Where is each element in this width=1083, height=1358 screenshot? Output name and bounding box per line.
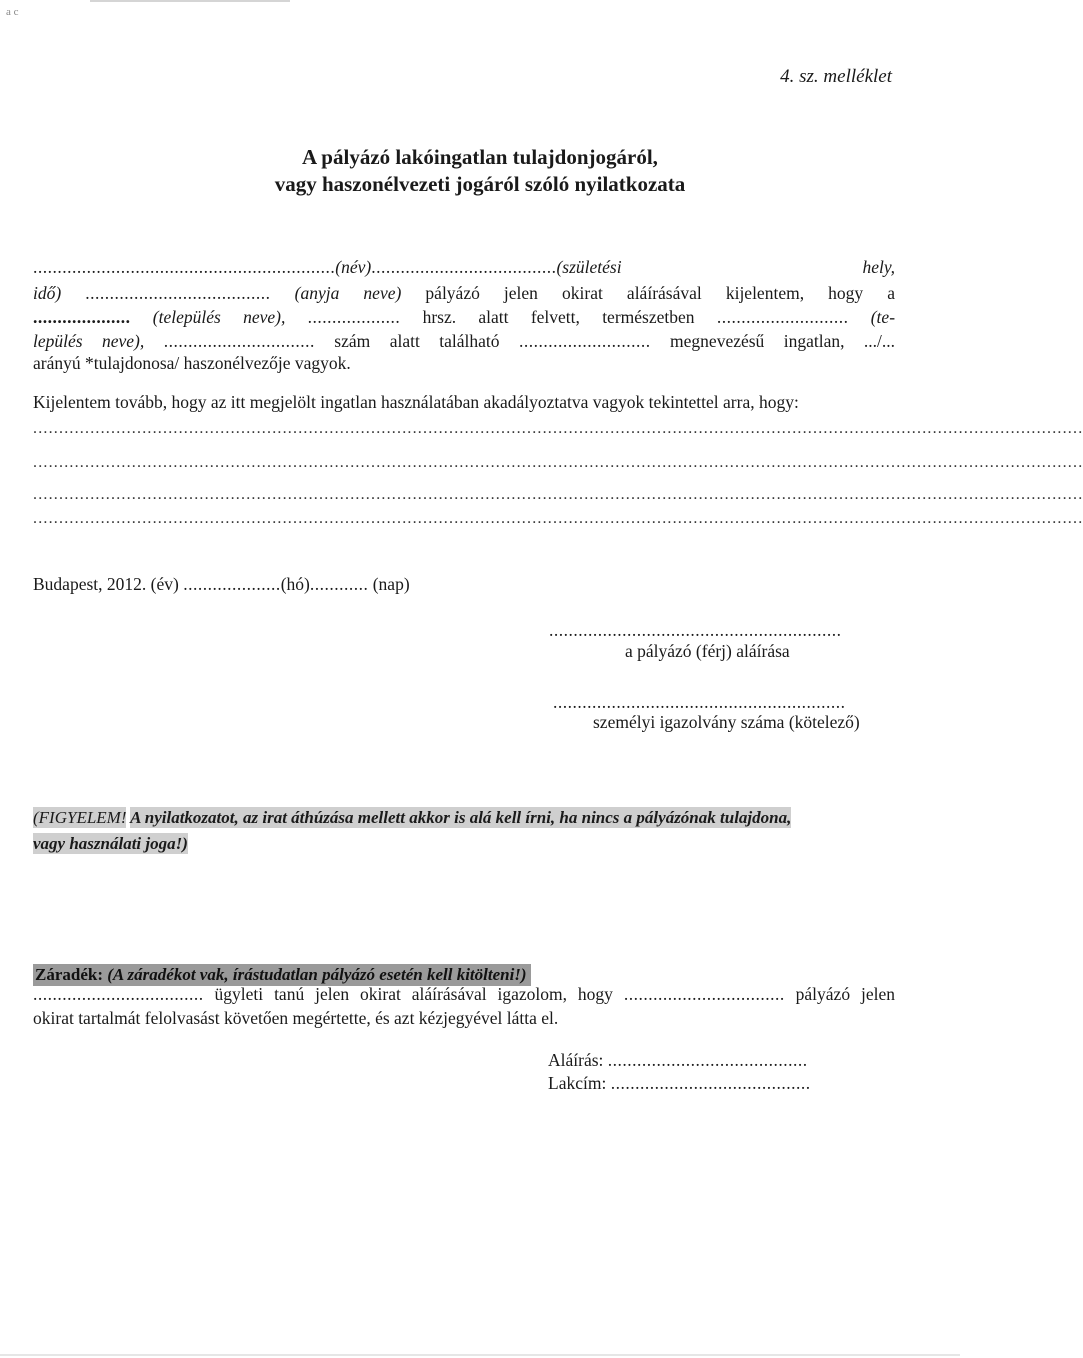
obstacle-blank-1: .......................................................................................................................................................................................................... [33,420,1083,437]
id-number-blank: ............................................................ [553,692,846,712]
clause-address-blank: ......................................... [610,1073,811,1093]
witness-blank: ................................... [33,984,204,1004]
street-blank: ............................... [163,331,315,351]
warning-text-1: A nyilatkozatot, az irat áthúzása mellett akkor is alá kell írni, ha nincs a pályázónak tulajdona, [130,808,792,827]
clause-address-label: Lakcím: [548,1073,607,1093]
date-line [33,573,895,595]
month-blank: .................... [183,574,281,594]
month-hint: (hó) [280,574,310,594]
date-city-year: Budapest, 2012. (év) [33,574,179,594]
day-blank: ............ [309,574,369,594]
settlement-blank: .................... [33,307,131,327]
mother-blank: ...................................... [85,283,271,303]
applicant-blank: ................................. [623,984,785,1004]
clause-text-1: ügyleti tanú jelen okirat aláírásával igazolom, hogy [214,984,613,1004]
birthdate-hint: idő) [33,283,62,303]
name-blank: .............................................................. [33,257,336,277]
name-hint: (név) [335,257,372,277]
signature-label: a pályázó (férj) aláírása [625,641,790,661]
location-blank: ........................... [716,307,849,327]
clause-note: (A záradékot vak, írástudatlan pályázó esetén kell kitölteni!) [107,965,527,984]
obstacle-intro: Kijelentem tovább, hogy az itt megjelölt ingatlan használatában akadályoztatva vagyok tekintettel arra, hogy: [33,392,799,412]
warning-open: (FIGYELEM! [33,808,127,827]
scan-bottom-edge [0,1354,960,1356]
warning-line-2 [33,832,895,856]
declaration-line-4 [33,330,895,352]
declaration-text-4: szám alatt található [334,331,500,351]
warning-line-1 [33,806,895,830]
birthplace-blank: ...................................... [371,257,557,277]
obstacle-blank-2: .......................................................................................................................................................................................................... [33,454,1083,471]
property-type-blank: ........................... [518,331,651,351]
clause-line-2: okirat tartalmát felolvasást követően megértette, és azt kézjegyével látta el. [33,1008,559,1028]
obstacle-blank-4: .......................................................................................................................................................................................................... [33,510,1083,527]
parcel-blank: ................... [307,307,401,327]
scan-marks: a c [6,6,19,18]
declaration-text-4b: megnevezésű ingatlan, .../... [670,331,896,351]
settlement-hint-2: (te- [870,307,896,327]
scan-edge-line [90,0,290,2]
annex-label: 4. sz. melléklet [780,66,892,87]
settlement-hint: (település neve), [152,307,286,327]
warning-text-2: vagy használati joga!) [33,834,188,853]
declaration-line-5: arányú *tulajdonosa/ haszonélvezője vagyok. [33,353,351,373]
declaration-text-3: hrsz. alatt felvett, természetben [422,307,695,327]
clause-label: Záradék: [35,965,103,984]
declaration-text-2: pályázó jelen okirat aláírásával kijelentem, hogy a [425,283,896,303]
id-number-label: személyi igazolvány száma (kötelező) [593,712,860,732]
declaration-line-2 [33,282,895,304]
clause-signature-blank: ......................................... [607,1050,808,1070]
birthplace-hint: (születési hely, [556,257,895,277]
day-hint: (nap) [372,574,410,594]
clause-address-line [548,1072,811,1094]
declaration-line-1 [33,256,895,278]
mother-hint: (anyja neve) [294,283,402,303]
clause-signature-line [548,1049,808,1071]
settlement-hint-3: lepülés neve), [33,331,145,351]
obstacle-blank-3: .......................................................................................................................................................................................................... [33,486,1083,503]
title-line-2: vagy haszonélvezeti jogáról szóló nyilatkozata [274,172,686,196]
clause-text-1b: pályázó jelen [795,984,895,1004]
signature-blank: ............................................................ [549,620,842,640]
clause-signature-label: Aláírás: [548,1050,604,1070]
title-line-1: A pályázó lakóingatlan tulajdonjogáról, [302,145,658,169]
declaration-line-3 [33,306,895,328]
clause-line-1 [33,983,895,1005]
